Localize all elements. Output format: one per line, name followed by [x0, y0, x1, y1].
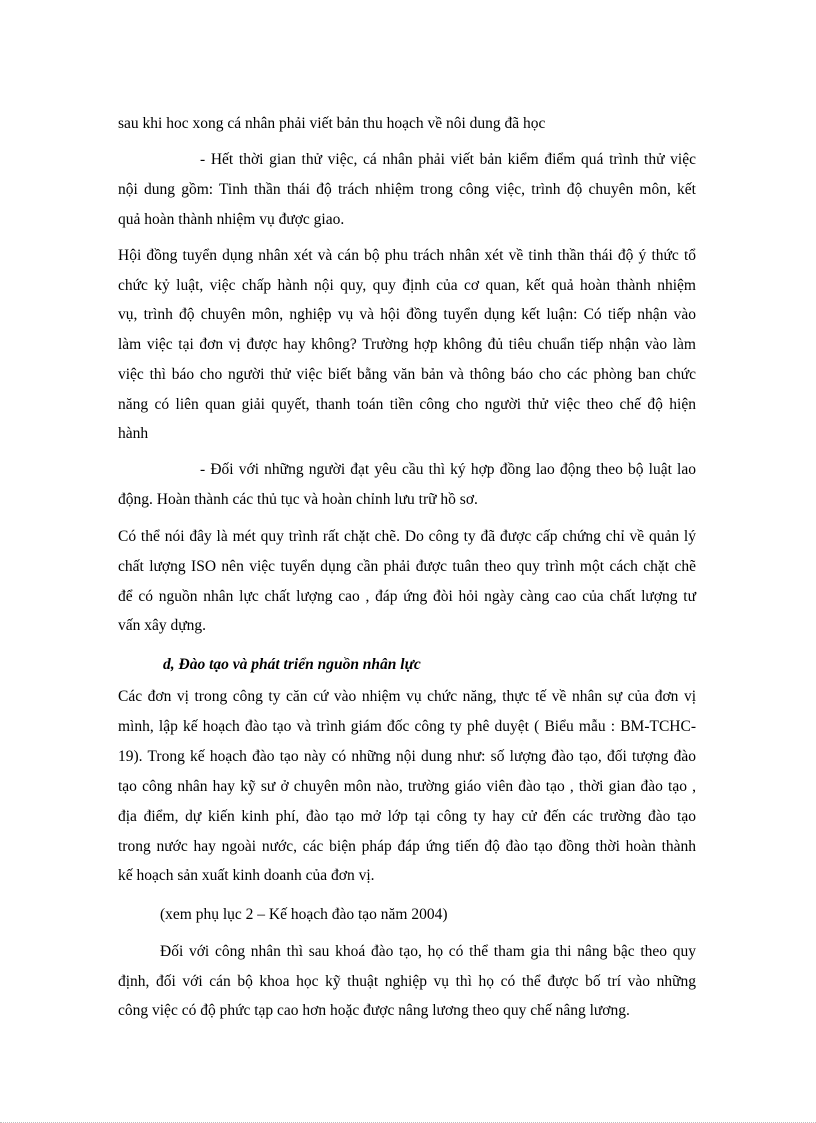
text-line: - Đối với những người đạt yêu cầu thì ký hợp đồng lao động theo bộ luật lao — [200, 461, 696, 478]
text-line: vụ, trình độ chuyên môn, nghiệp vụ và hội đồng tuyển dụng kết luận: Có tiếp nhận vào — [118, 306, 696, 323]
text-line: chức kỷ luật, việc chấp hành nội quy, quy định của cơ quan, kết quả hoàn thành nhiệm — [118, 277, 696, 294]
text-line: sau khi hoc xong cá nhân phải viết bản thu hoạch về nôi dung đã học — [118, 115, 546, 132]
text-line: Đối với công nhân thì sau khoá đào tạo, họ có thể tham gia thi nâng bậc theo quy — [160, 943, 696, 960]
text-line: trong nước hay ngoài nước, các biện pháp đáp ứng tiến độ đào tạo đồng thời hoàn thành — [118, 838, 696, 855]
text-line: 19). Trong kế hoạch đào tạo này có những nội dung như: số lượng đào tạo, đối tượng đào — [118, 748, 696, 765]
text-line: tạo công nhân hay kỹ sư ở chuyên môn nào, trường giáo viên đào tạo , thời gian đào tạo , — [118, 778, 696, 795]
text-line: Hội đồng tuyển dụng nhân xét và cán bộ phu trách nhân xét về tinh thần thái độ ý thức tổ — [118, 247, 696, 264]
text-line: Có thể nói đây là mét quy trình rất chặt chẽ. Do công ty đã được cấp chứng chỉ về quản lý — [118, 528, 696, 545]
text-line: địa điểm, dự kiến kinh phí, đào tạo mở lớp tại công ty hay cử đến các trường đào tạo — [118, 808, 696, 825]
text-line: năng có liên quan giải quyết, thanh toán tiền công cho người thử việc theo chế độ hiện — [118, 396, 696, 413]
text-line: làm việc tại đơn vị được hay không? Trường hợp không đủ tiêu chuẩn tiếp nhận vào làm — [118, 336, 696, 353]
text-line: chất lượng ISO nên việc tuyển dụng cần phải được tuân theo quy trình một cách chặt chẽ — [118, 558, 696, 575]
text-line: để có nguồn nhân lực chất lượng cao , đáp ứng đòi hỏi ngày càng cao của chất lượng tư — [118, 588, 696, 605]
appendix-reference: (xem phụ lục 2 – Kế hoạch đào tạo năm 2004) — [160, 906, 448, 923]
text-line: quả hoàn thành nhiệm vụ được giao. — [118, 211, 345, 228]
text-line: động. Hoàn thành các thủ tục và hoàn chỉnh lưu trữ hồ sơ. — [118, 491, 478, 508]
text-line: vấn xây dựng. — [118, 617, 207, 634]
text-line: - Hết thời gian thử việc, cá nhân phải viết bản kiểm điểm quá trình thử việc — [200, 151, 696, 168]
text-line: kế hoạch sản xuất kinh doanh của đơn vị. — [118, 867, 375, 884]
text-line: Các đơn vị trong công ty căn cứ vào nhiệm vụ chức năng, thực tế về nhân sự của đơn vị — [118, 688, 696, 705]
text-line: định, đối với cán bộ khoa học kỹ thuật nghiệp vụ thì họ có thể được bố trí vào những — [118, 973, 696, 990]
text-line: mình, lập kế hoạch đào tạo và trình giám đốc công ty phê duyệt ( Biểu mẫu : BM-TCHC- — [118, 718, 696, 735]
text-line: hành — [118, 425, 149, 442]
text-line: nội dung gồm: Tinh thần thái độ trách nhiệm trong công việc, trình độ chuyên môn, kết — [118, 181, 696, 198]
text-line: việc thì báo cho người thử việc biết bằng văn bản và thông báo cho các phòng ban chức — [118, 366, 696, 383]
text-line: công việc có độ phức tạp cao hơn hoặc được nâng lương theo quy chế nâng lương. — [118, 1002, 630, 1019]
section-heading: d, Đào tạo và phát triển nguồn nhân lực — [163, 656, 421, 673]
